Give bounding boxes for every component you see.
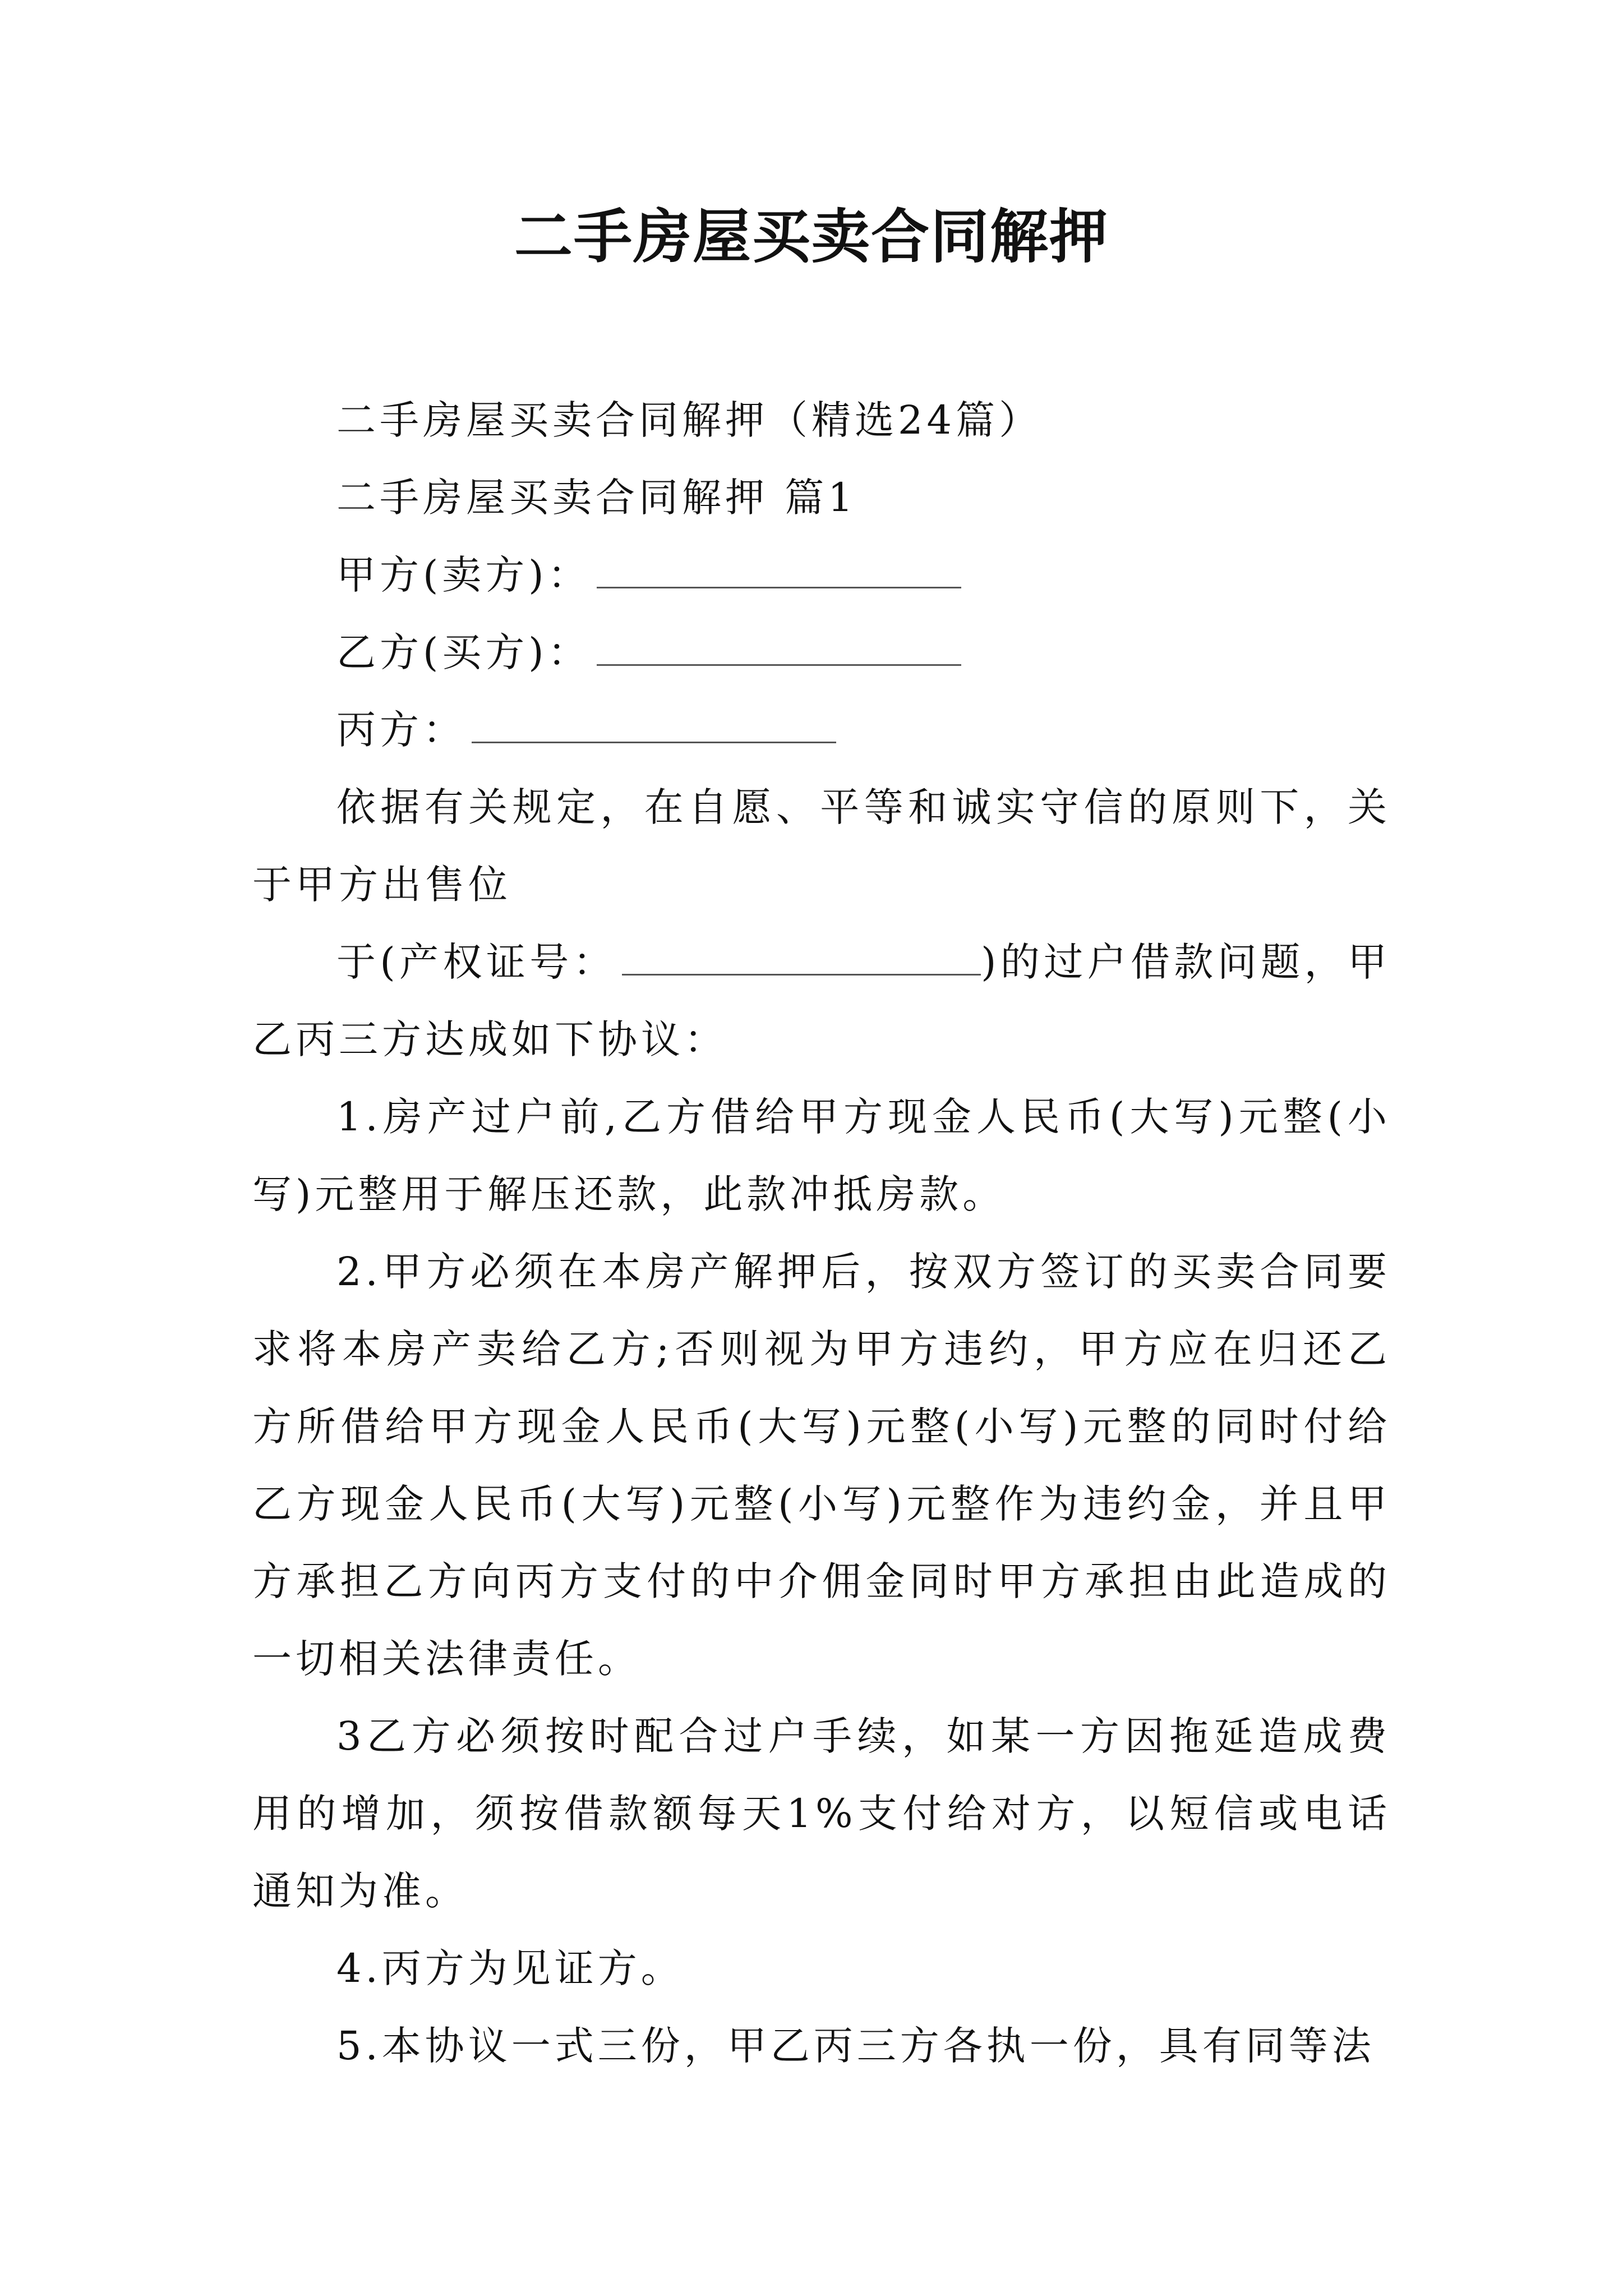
intro-suffix: )的过户借款问题，甲乙丙三方达成如下协议： [252, 939, 1391, 1062]
section-heading: 二手房屋买卖合同解押 篇1 [336, 475, 857, 521]
party-c-blank [472, 702, 836, 743]
clause-5: 5.本协议一式三份，甲乙丙三方各执一份，具有同等法 [336, 2023, 1375, 2069]
property-cert-blank [622, 935, 981, 976]
intro-paragraph-1: 依据有关规定，在自愿、平等和诚实守信的原则下，关于甲方出售位 [252, 784, 1391, 908]
clause-4: 4.丙方为见证方。 [336, 1945, 684, 1991]
clause-2: 2.甲方必须在本房产解押后，按双方签订的买卖合同要求将本房产卖给乙方;否则视为甲方违约，甲方应在归还乙方所借给甲方现金人民币(大写)元整(小写)元整的同时付给乙方现金人民币(大写)元整(小写)元整作为违约金，并且甲方承担乙方向丙方支付的中介佣金同时甲方承担由此造成的一切相关法律责任。 [252, 1249, 1391, 1682]
document-body [252, 381, 1391, 2085]
intro-paragraph-2 [252, 923, 1391, 1078]
document-title: 二手房屋买卖合同解押 [514, 202, 1109, 271]
party-b-label: 乙方(买方)： [336, 629, 591, 675]
party-a-label: 甲方(卖方)： [336, 552, 591, 598]
party-b-blank [597, 625, 961, 666]
party-a-blank [597, 547, 961, 588]
document-subtitle: 二手房屋买卖合同解押（精选24篇） [336, 397, 1043, 443]
clause-3: 3乙方必须按时配合过户手续，如某一方因拖延造成费用的增加，须按借款额每天1%支付给对方，以短信或电话通知为准。 [252, 1713, 1391, 1914]
party-c-label: 丙方： [336, 707, 466, 753]
party-c-line [252, 691, 1391, 769]
party-b-line [252, 614, 1391, 691]
clause-1: 1.房产过户前,乙方借给甲方现金人民币(大写)元整(小写)元整用于解压还款，此款冲抵房款。 [252, 1094, 1391, 1217]
party-a-line [252, 536, 1391, 614]
intro-prefix: 于(产权证号： [336, 939, 617, 985]
